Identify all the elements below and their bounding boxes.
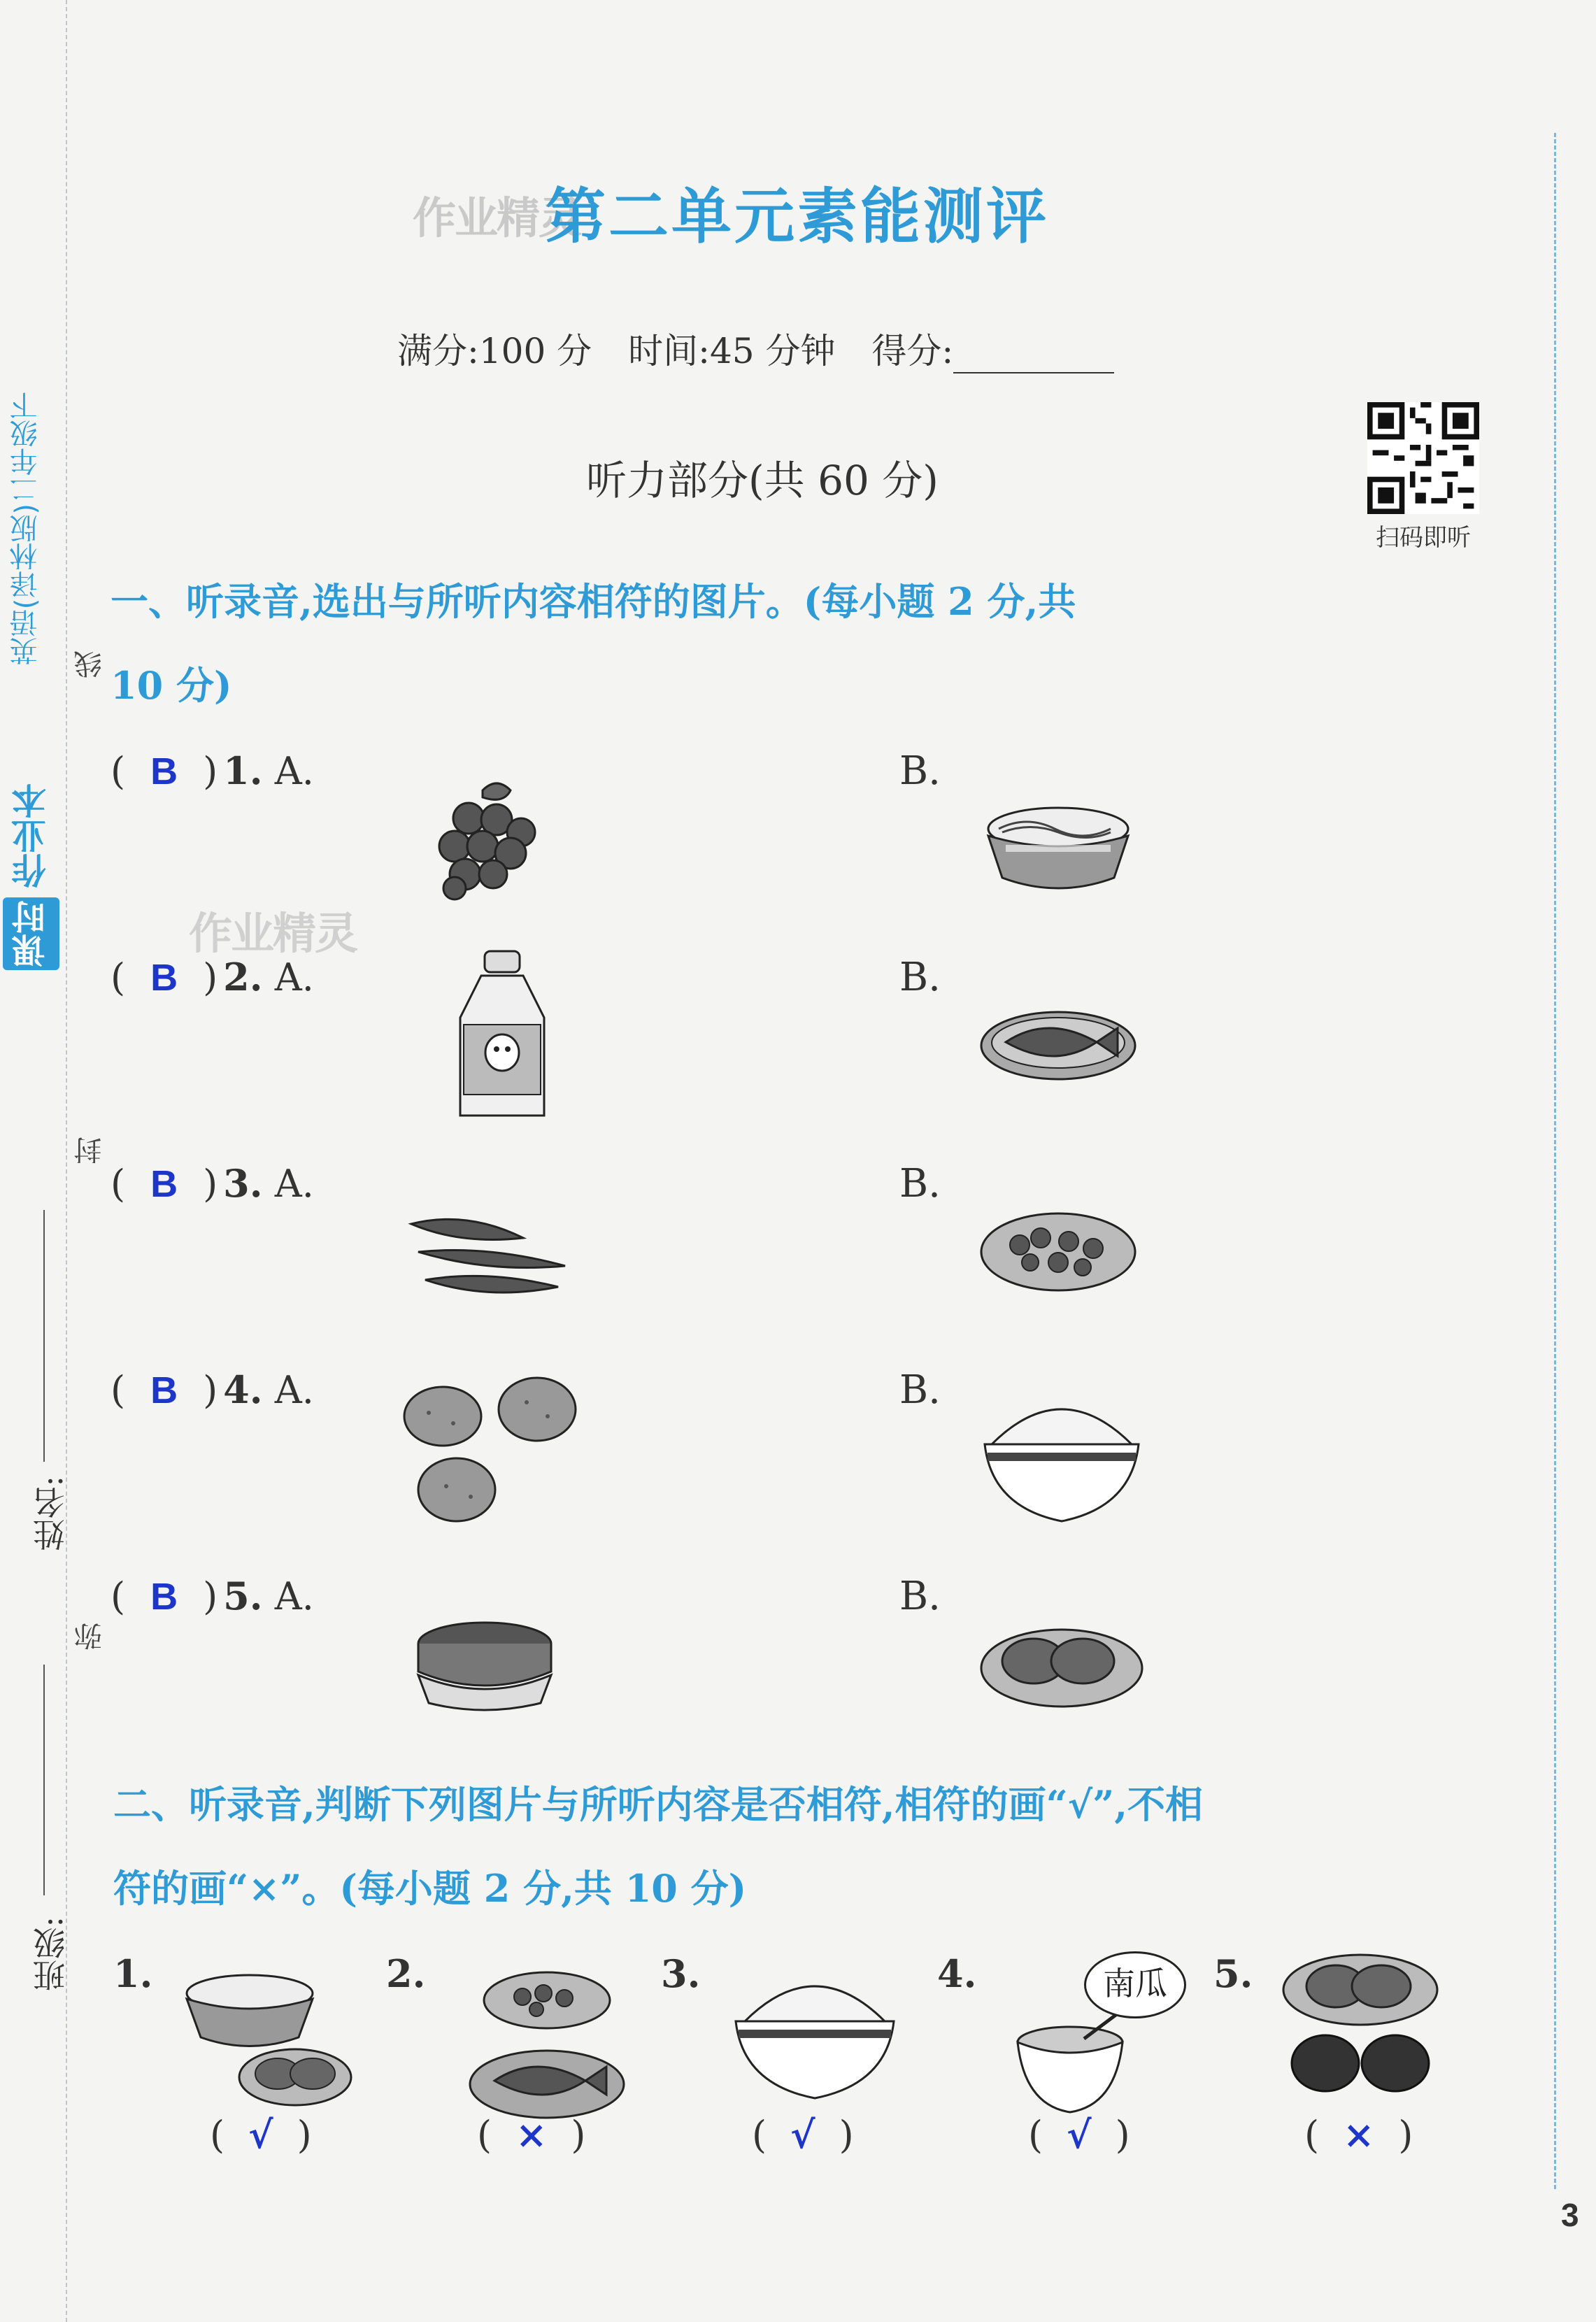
- brand-logo: 课时: [3, 897, 59, 970]
- item-number: 4.: [937, 1951, 977, 1996]
- item-number: 1.: [113, 1951, 153, 1996]
- rice-bowl-icon[interactable]: [978, 1388, 1146, 1535]
- question-2-heading: [113, 1762, 1519, 1930]
- answer-paren: ( B ) 1. A.: [111, 748, 314, 793]
- qr-code-icon[interactable]: [1367, 402, 1479, 514]
- milk-bottle-icon[interactable]: [453, 948, 551, 1123]
- judgement-paren: ( × ): [1304, 2112, 1413, 2157]
- score-blank: [953, 340, 1114, 373]
- item-number: 5.: [223, 1574, 263, 1618]
- watermark: 作业精灵: [189, 908, 357, 959]
- option-a-label: A.: [274, 1162, 314, 1206]
- judgement-paren: ( × ): [477, 2112, 586, 2157]
- answer-paren: ( B ) 4. A.: [111, 1367, 314, 1412]
- item-number: 3.: [661, 1951, 701, 1996]
- vegetables-and-fish-icon[interactable]: [466, 1969, 627, 2123]
- q2-item-3: [661, 1951, 913, 2157]
- meat-plate-icon[interactable]: [978, 1616, 1146, 1714]
- section-heading: 听力部分(共 60 分): [586, 457, 939, 504]
- beans-icon[interactable]: [404, 1210, 579, 1301]
- item-number: 1.: [223, 748, 263, 793]
- judgement-mark: ×: [1343, 2112, 1375, 2157]
- right-border-line: [1554, 133, 1556, 2189]
- pumpkin-soup-icon[interactable]: [1014, 2007, 1133, 2126]
- qr-block[interactable]: [1367, 402, 1479, 553]
- answer-letter: B: [150, 1369, 178, 1411]
- judgement-paren: ( √ ): [1028, 2112, 1130, 2157]
- judgement-mark: √: [248, 2112, 273, 2157]
- name-label: 姓名:: [32, 1476, 70, 1551]
- q2-item-5: [1213, 1951, 1465, 2157]
- heading-line: 二、听录音,判断下列图片与所听内容是否相符,相符的画“√”,不相: [113, 1782, 1204, 1827]
- q2-item-4: [937, 1951, 1189, 2157]
- item-number: 4.: [223, 1367, 263, 1412]
- grapes-icon[interactable]: [427, 776, 546, 902]
- answer-letter: B: [150, 750, 178, 792]
- fish-plate-icon[interactable]: [978, 1004, 1139, 1088]
- option-b-label: B.: [899, 955, 941, 1000]
- cut-mark: 线: [74, 650, 106, 678]
- q2-item-1: [113, 1951, 365, 2157]
- judgement-mark: ×: [515, 2112, 548, 2157]
- class-underline: [43, 1665, 45, 1895]
- score-label: 得分:: [871, 331, 954, 371]
- question-1-heading: [111, 560, 1439, 727]
- judgement-mark: √: [790, 2112, 815, 2157]
- answer-letter: B: [150, 1163, 178, 1205]
- item-number: 3.: [223, 1161, 263, 1206]
- answer-paren: ( B ) 5. A.: [111, 1574, 314, 1618]
- cut-mark: 封: [74, 1137, 106, 1164]
- option-b-label: B.: [899, 748, 941, 794]
- heading-line: 10 分): [111, 663, 232, 708]
- option-b-label: B.: [899, 1161, 941, 1206]
- name-underline: [43, 1210, 45, 1462]
- option-b-label: B.: [899, 1367, 941, 1413]
- page-number: 3: [1561, 2197, 1579, 2233]
- q1-item-3: [111, 1161, 1509, 1329]
- potatoes-icon[interactable]: [401, 1374, 583, 1528]
- option-b-label: B.: [899, 1574, 941, 1619]
- full-score: 满分:100 分: [397, 331, 592, 371]
- score-line: [397, 323, 1139, 373]
- noodles-and-meat-icon[interactable]: [180, 1965, 355, 2119]
- cut-mark: 弥: [74, 1623, 106, 1651]
- page-title: 第二单元素能测评: [546, 181, 1049, 252]
- item-number: 2.: [386, 1951, 426, 1996]
- watermark: 作业精灵: [413, 192, 581, 243]
- meat-and-potatoes-icon[interactable]: [1276, 1951, 1444, 2105]
- answer-letter: B: [150, 957, 178, 999]
- answer-letter: B: [150, 1576, 178, 1618]
- brand-name: 作业本: [11, 783, 52, 888]
- heading-line: 一、听录音,选出与所听内容相符的图片。(每小题 2 分,共: [111, 579, 1076, 624]
- sidebar-brand: [3, 783, 59, 970]
- judgement-paren: ( √ ): [210, 2112, 312, 2157]
- q1-item-5: [111, 1574, 1509, 1742]
- rice-bowl-icon[interactable]: [727, 1965, 902, 2112]
- q2-item-2: [386, 1951, 638, 2157]
- option-a-label: A.: [274, 1574, 314, 1618]
- q1-item-1: [111, 748, 1509, 916]
- qr-caption: 扫码即听: [1376, 524, 1471, 552]
- noodles-icon[interactable]: [978, 797, 1139, 895]
- time-limit: 时间:45 分钟: [628, 331, 836, 371]
- answer-paren: ( B ) 3. A.: [111, 1161, 314, 1206]
- judgement-paren: ( √ ): [752, 2112, 854, 2157]
- item-number: 2.: [223, 955, 263, 999]
- heading-line: 符的画“×”。(每小题 2 分,共 10 分): [113, 1866, 747, 1911]
- judgement-mark: √: [1067, 2112, 1092, 2157]
- speech-bubble: 南瓜: [1084, 1951, 1186, 2018]
- vegetables-plate-icon[interactable]: [978, 1203, 1139, 1301]
- class-label: 班级:: [32, 1916, 70, 1992]
- q1-item-4: [111, 1367, 1509, 1535]
- option-a-label: A.: [274, 749, 314, 793]
- item-number: 5.: [1213, 1951, 1253, 1996]
- q1-item-2: [111, 955, 1509, 1123]
- option-a-label: A.: [274, 955, 314, 999]
- pie-icon[interactable]: [411, 1616, 558, 1714]
- option-a-label: A.: [274, 1368, 314, 1412]
- answer-paren: ( B ) 2. A.: [111, 955, 314, 999]
- sidebar-subject: 英语(译林版)二年级下: [10, 392, 42, 666]
